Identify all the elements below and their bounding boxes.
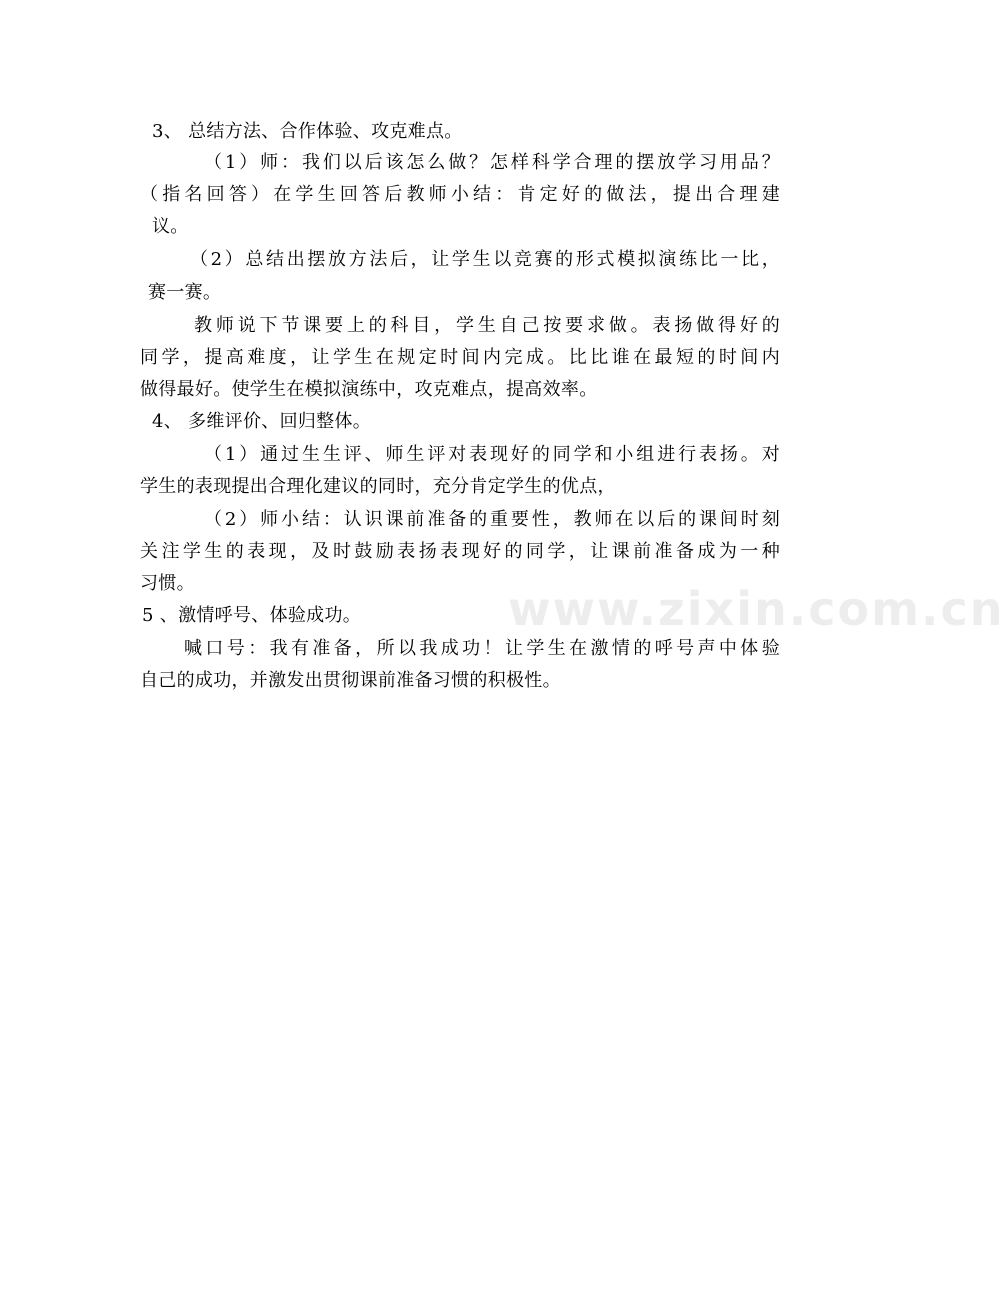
paragraph-line: （2）总结出摆放方法后，让学生以竞赛的形式模拟演练比一比， — [190, 249, 780, 270]
heading-section-3: 3、 总结方法、合作体验、攻克难点。 — [152, 121, 463, 142]
paragraph-line: 自己的成功，并激发出贯彻课前准备习惯的积极性。 — [140, 670, 561, 691]
paragraph-line: 关注学生的表现，及时鼓励表扬表现好的同学，让课前准备成为一种 — [140, 541, 780, 562]
heading-section-4: 4、 多维评价、回归整体。 — [152, 411, 372, 432]
paragraph-line: 学生的表现提出合理化建议的同时，充分肯定学生的优点， — [140, 476, 616, 497]
paragraph-line: 议。 — [152, 216, 189, 237]
paragraph-line: 教师说下节课要上的科目，学生自己按要求做。表扬做得好的 — [194, 315, 780, 336]
paragraph-line: 同学，提高难度，让学生在规定时间内完成。比比谁在最短的时间内 — [140, 347, 780, 368]
paragraph-line: （1）师：我们以后该怎么做？怎样科学合理的摆放学习用品？ — [204, 152, 780, 173]
paragraph-line: 喊口号：我有准备，所以我成功！让学生在激情的呼号声中体验 — [184, 638, 780, 659]
paragraph-line: （1）通过生生评、师生评对表现好的同学和小组进行表扬。对 — [204, 444, 780, 465]
paragraph-line: 习惯。 — [140, 573, 195, 594]
paragraph-line: （指名回答）在学生回答后教师小结：肯定好的做法，提出合理建 — [140, 184, 780, 205]
watermark: www.zixin.com.cn — [508, 582, 1005, 636]
paragraph-line: 赛一赛。 — [148, 282, 222, 303]
heading-section-5: 5 、激情呼号、体验成功。 — [142, 605, 362, 626]
paragraph-line: 做得最好。使学生在模拟演练中，攻克难点，提高效率。 — [140, 379, 598, 400]
paragraph-line: （2）师小结：认识课前准备的重要性，教师在以后的课间时刻 — [204, 509, 780, 530]
